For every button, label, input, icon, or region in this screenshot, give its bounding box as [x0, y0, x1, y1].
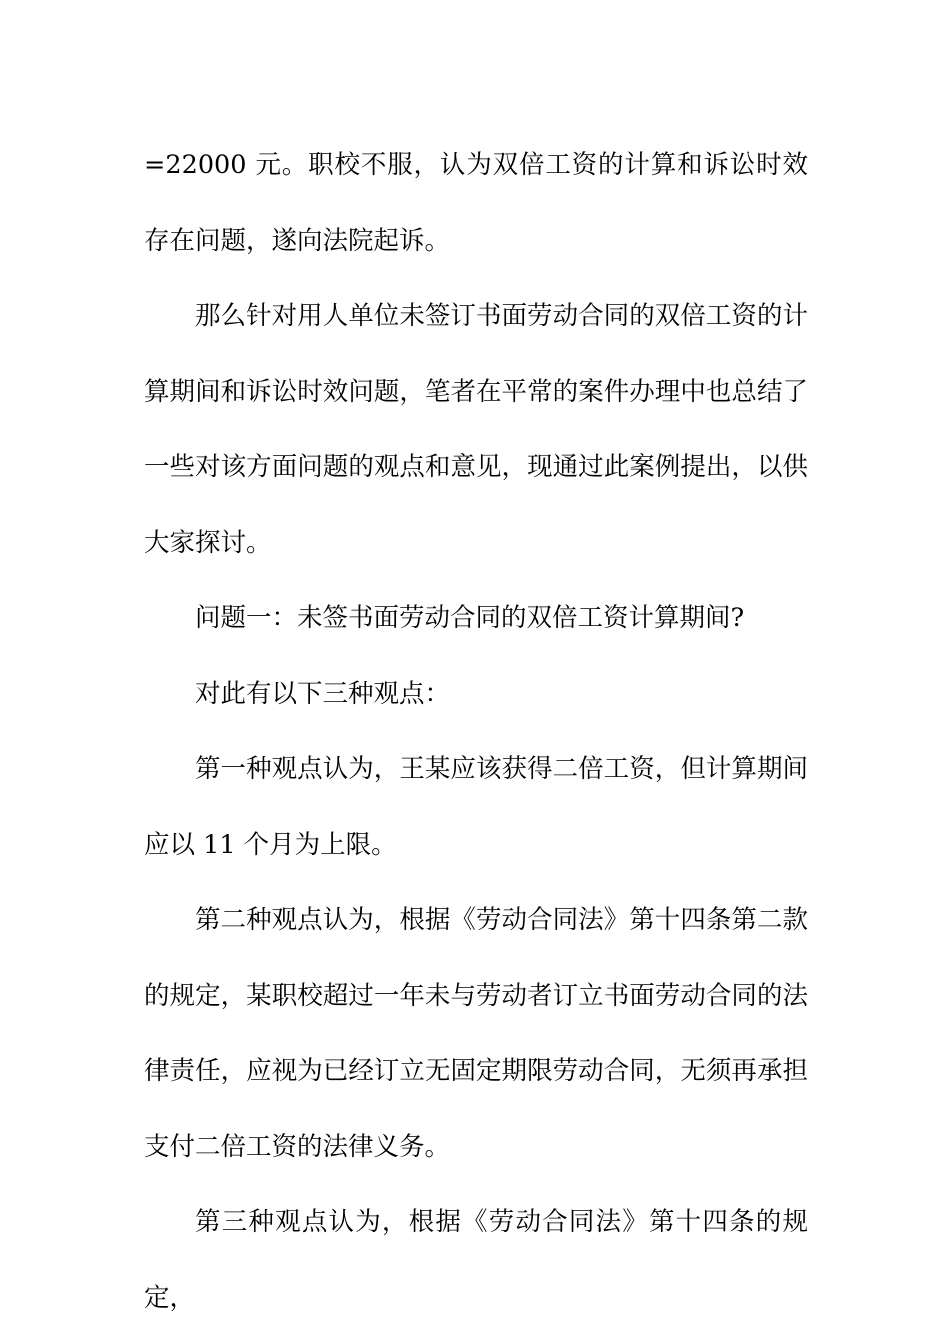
paragraph-intro-question: 那么针对用人单位未签订书面劳动合同的双倍工资的计算期间和诉讼时效问题，笔者在平常的案件办理中也总结了一些对该方面问题的观点和意见，现通过此案例提出，以供大家探讨。 — [144, 301, 808, 558]
paragraph-view-two: 第二种观点认为，根据《劳动合同法》第十四条第二款的规定，某职校超过一年未与劳动者订立书面劳动合同的法律责任，应视为已经订立无固定期限劳动合同，无须再承担支付二倍工资的法律义务。 — [144, 905, 808, 1162]
paragraph-view-three: 第三种观点认为，根据《劳动合同法》第十四条的规定， — [144, 1207, 808, 1313]
paragraph-view-one: 第一种观点认为，王某应该获得二倍工资，但计算期间应以 11 个月为上限。 — [144, 754, 808, 860]
paragraph-question-one: 问题一：未签书面劳动合同的双倍工资计算期间? — [195, 603, 745, 633]
paragraph-continuation: =22000 元。职校不服，认为双倍工资的计算和诉讼时效存在问题，遂向法院起诉。 — [144, 150, 808, 256]
paragraph-three-views: 对此有以下三种观点： — [195, 678, 451, 709]
document-body — [144, 128, 808, 1336]
